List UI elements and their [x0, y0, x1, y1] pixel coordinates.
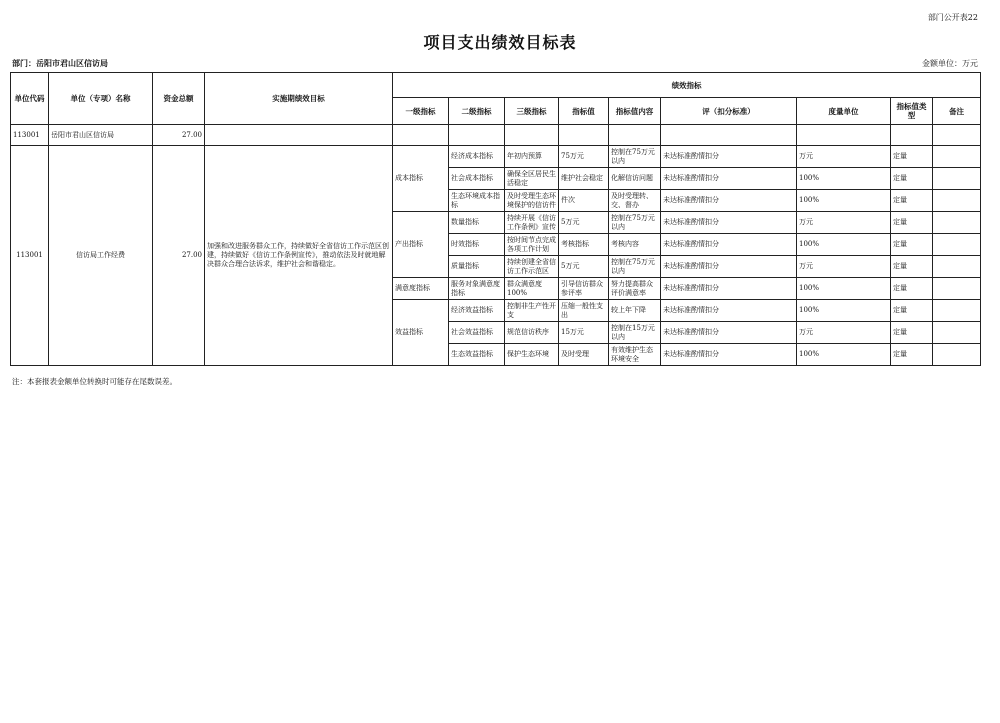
level1-output: 产出指标 — [393, 212, 449, 278]
header-perf-indicators: 绩效指标 — [393, 73, 981, 98]
value-type-cell: 定量 — [891, 212, 933, 234]
header-level2: 二级指标 — [449, 98, 505, 125]
amount-unit-label: 金额单位：万元 — [922, 59, 978, 68]
measure-unit-cell: 万元 — [797, 322, 891, 344]
scoring-cell: 未达标准酌情扣分 — [661, 146, 797, 168]
remark-cell — [933, 322, 981, 344]
value-cell: 5万元 — [559, 212, 609, 234]
measure-unit-cell: 万元 — [797, 146, 891, 168]
level3-cell: 及时受理生态环境保护的信访件 — [505, 190, 559, 212]
header-row-1 — [11, 73, 981, 98]
value-content-cell: 较上年下降 — [609, 300, 661, 322]
scoring-cell: 未达标准酌情扣分 — [661, 344, 797, 366]
remark-cell — [933, 300, 981, 322]
level3-cell: 持续创建全省信访工作示范区 — [505, 256, 559, 278]
value-content-cell: 控制在75万元以内 — [609, 146, 661, 168]
header-measure-unit: 度量单位 — [797, 98, 891, 125]
value-type-cell: 定量 — [891, 146, 933, 168]
header-remark: 备注 — [933, 98, 981, 125]
level1-benefit: 效益指标 — [393, 300, 449, 366]
value-cell: 引导信访群众参评率 — [559, 278, 609, 300]
level2-cell: 质量指标 — [449, 256, 505, 278]
level2-cell: 经济效益指标 — [449, 300, 505, 322]
value-content-cell: 考核内容 — [609, 234, 661, 256]
remark-cell — [933, 344, 981, 366]
level3-cell: 规范信访秩序 — [505, 322, 559, 344]
value-content-cell: 化解信访问题 — [609, 168, 661, 190]
value-type-cell: 定量 — [891, 256, 933, 278]
value-cell: 维护社会稳定 — [559, 168, 609, 190]
measure-unit-cell: 万元 — [797, 256, 891, 278]
remark-cell — [933, 234, 981, 256]
level2-cell: 社会效益指标 — [449, 322, 505, 344]
footnote: 注：本套报表金额单位转换时可能存在尾数误差。 — [12, 377, 177, 386]
measure-unit-cell: 100% — [797, 344, 891, 366]
scoring-cell: 未达标准酌情扣分 — [661, 300, 797, 322]
value-content-cell: 有效维护生态环境安全 — [609, 344, 661, 366]
header-value-content: 指标值内容 — [609, 98, 661, 125]
value-content-cell: 及时受理转、交、督办 — [609, 190, 661, 212]
header-total-funds: 资金总额 — [153, 73, 205, 125]
value-content-cell: 控制在75万元以内 — [609, 256, 661, 278]
remark-cell — [933, 278, 981, 300]
value-type-cell: 定量 — [891, 278, 933, 300]
scoring-cell: 未达标准酌情扣分 — [661, 190, 797, 212]
level2-cell: 数量指标 — [449, 212, 505, 234]
value-cell: 75万元 — [559, 146, 609, 168]
level2-cell: 生态环境成本指标 — [449, 190, 505, 212]
remark-cell — [933, 256, 981, 278]
header-value: 指标值 — [559, 98, 609, 125]
project-name: 信访局工作经费 — [49, 146, 153, 366]
value-type-cell: 定量 — [891, 300, 933, 322]
summary-amount: 27.00 — [153, 125, 205, 146]
project-amount: 27.00 — [153, 146, 205, 366]
value-cell: 15万元 — [559, 322, 609, 344]
value-content-cell: 控制在15万元以内 — [609, 322, 661, 344]
level3-cell: 保护生态环境 — [505, 344, 559, 366]
value-cell: 及时受理 — [559, 344, 609, 366]
level3-cell: 群众满意度100% — [505, 278, 559, 300]
measure-unit-cell: 100% — [797, 278, 891, 300]
scoring-cell: 未达标准酌情扣分 — [661, 168, 797, 190]
value-cell: 件次 — [559, 190, 609, 212]
level1-cost: 成本指标 — [393, 146, 449, 212]
remark-cell — [933, 168, 981, 190]
level2-cell: 生态效益指标 — [449, 344, 505, 366]
measure-unit-cell: 100% — [797, 190, 891, 212]
header-unit-code: 单位代码 — [11, 73, 49, 125]
value-content-cell: 努力提高群众评价满意率 — [609, 278, 661, 300]
header-value-type: 指标值类型 — [891, 98, 933, 125]
summary-code: 113001 — [11, 125, 49, 146]
scoring-cell: 未达标准酌情扣分 — [661, 212, 797, 234]
value-type-cell: 定量 — [891, 344, 933, 366]
value-type-cell: 定量 — [891, 190, 933, 212]
header-level3: 三级指标 — [505, 98, 559, 125]
level3-cell: 持续开展《信访工作条例》宣传 — [505, 212, 559, 234]
value-type-cell: 定量 — [891, 322, 933, 344]
level3-cell: 确保全区居民生活稳定 — [505, 168, 559, 190]
level3-cell: 按时间节点完成各项工作计划 — [505, 234, 559, 256]
level2-cell: 经济成本指标 — [449, 146, 505, 168]
value-cell: 5万元 — [559, 256, 609, 278]
value-cell: 考核指标 — [559, 234, 609, 256]
level1-satisfaction: 满意度指标 — [393, 278, 449, 300]
level2-cell: 社会成本指标 — [449, 168, 505, 190]
value-cell: 压缩一般性支出 — [559, 300, 609, 322]
value-content-cell: 控制在75万元以内 — [609, 212, 661, 234]
table-row — [11, 146, 981, 168]
scoring-cell: 未达标准酌情扣分 — [661, 234, 797, 256]
project-goal: 加强和改进服务群众工作，持续做好全省信访工作示范区创建，持续做好《信访工作条例宣传》，推动依法及时就地解决群众合理合法诉求，维护社会和谐稳定。 — [205, 146, 393, 366]
form-number-label: 部门公开表22 — [927, 13, 978, 22]
measure-unit-cell: 100% — [797, 234, 891, 256]
scoring-cell: 未达标准酌情扣分 — [661, 322, 797, 344]
measure-unit-cell: 万元 — [797, 212, 891, 234]
project-code: 113001 — [11, 146, 49, 366]
page-title: 项目支出绩效目标表 — [423, 33, 577, 52]
level2-cell: 时效指标 — [449, 234, 505, 256]
level3-cell: 年初内预算 — [505, 146, 559, 168]
summary-row — [11, 125, 981, 146]
level2-cell: 服务对象满意度指标 — [449, 278, 505, 300]
value-type-cell: 定量 — [891, 234, 933, 256]
summary-name: 岳阳市君山区信访局 — [49, 125, 153, 146]
remark-cell — [933, 212, 981, 234]
measure-unit-cell: 100% — [797, 300, 891, 322]
header-unit-name: 单位（专项）名称 — [49, 73, 153, 125]
department-label: 部门：岳阳市君山区信访局 — [12, 58, 108, 68]
scoring-cell: 未达标准酌情扣分 — [661, 278, 797, 300]
performance-table — [10, 72, 981, 366]
remark-cell — [933, 190, 981, 212]
header-goal: 实施期绩效目标 — [205, 73, 393, 125]
remark-cell — [933, 146, 981, 168]
scoring-cell: 未达标准酌情扣分 — [661, 256, 797, 278]
value-type-cell: 定量 — [891, 168, 933, 190]
measure-unit-cell: 100% — [797, 168, 891, 190]
header-scoring: 评（扣分标准） — [661, 98, 797, 125]
header-level1: 一级指标 — [393, 98, 449, 125]
level3-cell: 控制非生产性开支 — [505, 300, 559, 322]
